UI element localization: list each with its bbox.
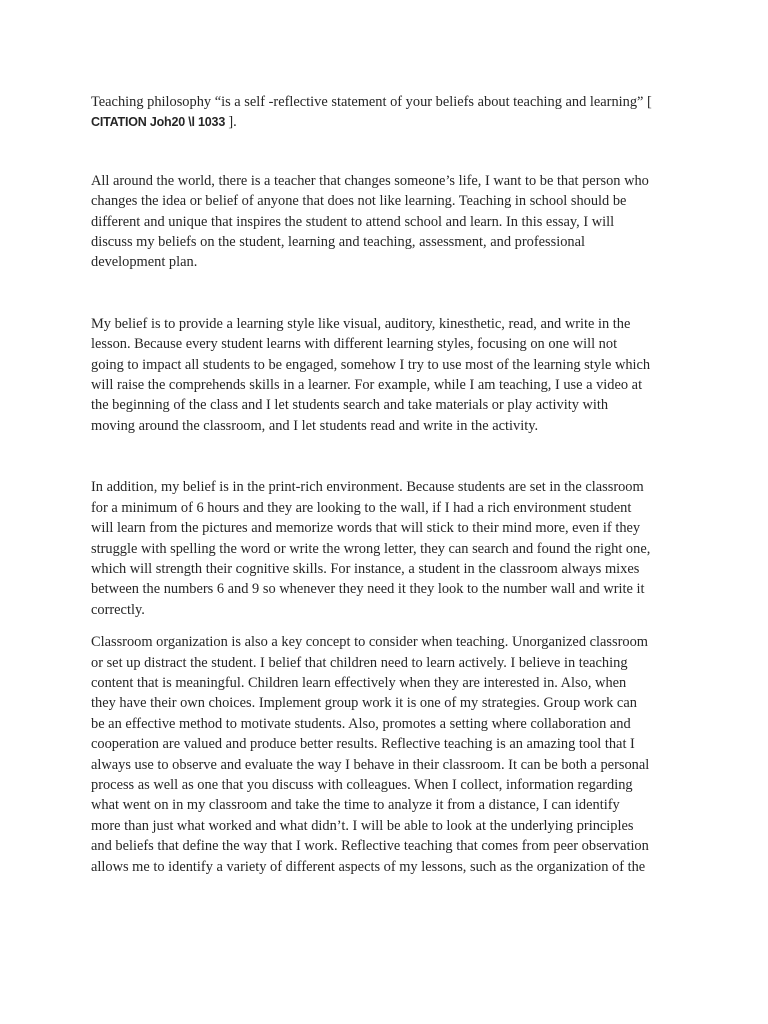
text-line: correctly. xyxy=(91,601,145,618)
text-line: or set up distract the student. I belief that children need to learn actively. I believe in teaching xyxy=(91,654,628,671)
intro-line-2 xyxy=(91,112,668,132)
text-line: always use to observe and evaluate the way I behave in their classroom. It can be both a personal xyxy=(91,756,650,773)
text-line: going to impact all students to be engaged, somehow I try to use most of the learning style which xyxy=(91,356,651,373)
text-line: content that is meaningful. Children learn effectively when they are interested in. Also, when xyxy=(91,674,627,691)
text-line: will raise the comprehends skills in a learner. For example, while I am teaching, I use a video at xyxy=(91,377,643,394)
text-line: allows me to identify a variety of different aspects of my lessons, such as the organization of the xyxy=(91,858,646,875)
paragraph-world-teacher xyxy=(91,171,668,273)
intro-paragraph xyxy=(91,92,668,133)
paragraph-learning-styles xyxy=(91,314,668,436)
text-line: process as well as one that you discuss with colleagues. When I collect, information regarding xyxy=(91,776,633,793)
text-line: more than just what worked and what didn’t. I will be able to look at the underlying principles xyxy=(91,817,634,834)
paragraph-print-rich xyxy=(91,477,668,620)
text-line: In addition, my belief is in the print-rich environment. Because students are set in the classroom xyxy=(91,479,644,496)
text-line: discuss my beliefs on the student, learning and teaching, assessment, and professional xyxy=(91,234,585,251)
paragraph-classroom-organization xyxy=(91,632,668,877)
text-line: All around the world, there is a teacher that changes someone’s life, I want to be that person who xyxy=(91,172,649,189)
text-line: struggle with spelling the word or write the wrong letter, they can search and found the right one, xyxy=(91,540,651,557)
text-line: Classroom organization is also a key concept to consider when teaching. Unorganized classroom xyxy=(91,634,648,651)
text-line: between the numbers 6 and 9 so whenever they need it they look to the number wall and write it xyxy=(91,581,645,598)
text-line: the beginning of the class and I let students search and take materials or play activity with xyxy=(91,397,609,414)
intro-line-1: Teaching philosophy “is a self -reflective statement of your beliefs about teaching and learning” [ xyxy=(91,94,652,110)
text-line: and beliefs that define the way that I work. Reflective teaching that comes from peer observation xyxy=(91,838,649,855)
text-line: development plan. xyxy=(91,254,198,271)
text-line: moving around the classroom, and I let students read and write in the activity. xyxy=(91,417,539,434)
text-line: cooperation are valued and produce better results. Reflective teaching is an amazing tool that I xyxy=(91,736,635,753)
text-line: will learn from the pictures and memorize words that will stick to their mind more, even if they xyxy=(91,520,641,537)
text-line: different and unique that inspires the student to attend school and learn. In this essay, I will xyxy=(91,213,615,230)
text-line: for a minimum of 6 hours and they are looking to the wall, if I had a rich environment student xyxy=(91,499,632,516)
citation-closing: ]. xyxy=(228,114,237,131)
text-line: changes the idea or belief of anyone that does not like learning. Teaching in school should be xyxy=(91,193,627,210)
text-line: lesson. Because every student learns with different learning styles, focusing on one will not xyxy=(91,336,618,353)
text-line: they have their own choices. Implement group work it is one of my strategies. Group work can xyxy=(91,695,637,712)
text-line: be an effective method to motivate students. Also, promotes a setting where collaboration and xyxy=(91,715,631,732)
text-line: My belief is to provide a learning style like visual, auditory, kinesthetic, read, and write in the xyxy=(91,315,631,332)
citation-field: CITATION Joh20 \l 1033 xyxy=(91,115,229,130)
text-line: what went on in my classroom and take the time to analyze it from a distance, I can identify xyxy=(91,797,620,814)
text-line: which will strength their cognitive skills. For instance, a student in the classroom always mixes xyxy=(91,560,640,577)
